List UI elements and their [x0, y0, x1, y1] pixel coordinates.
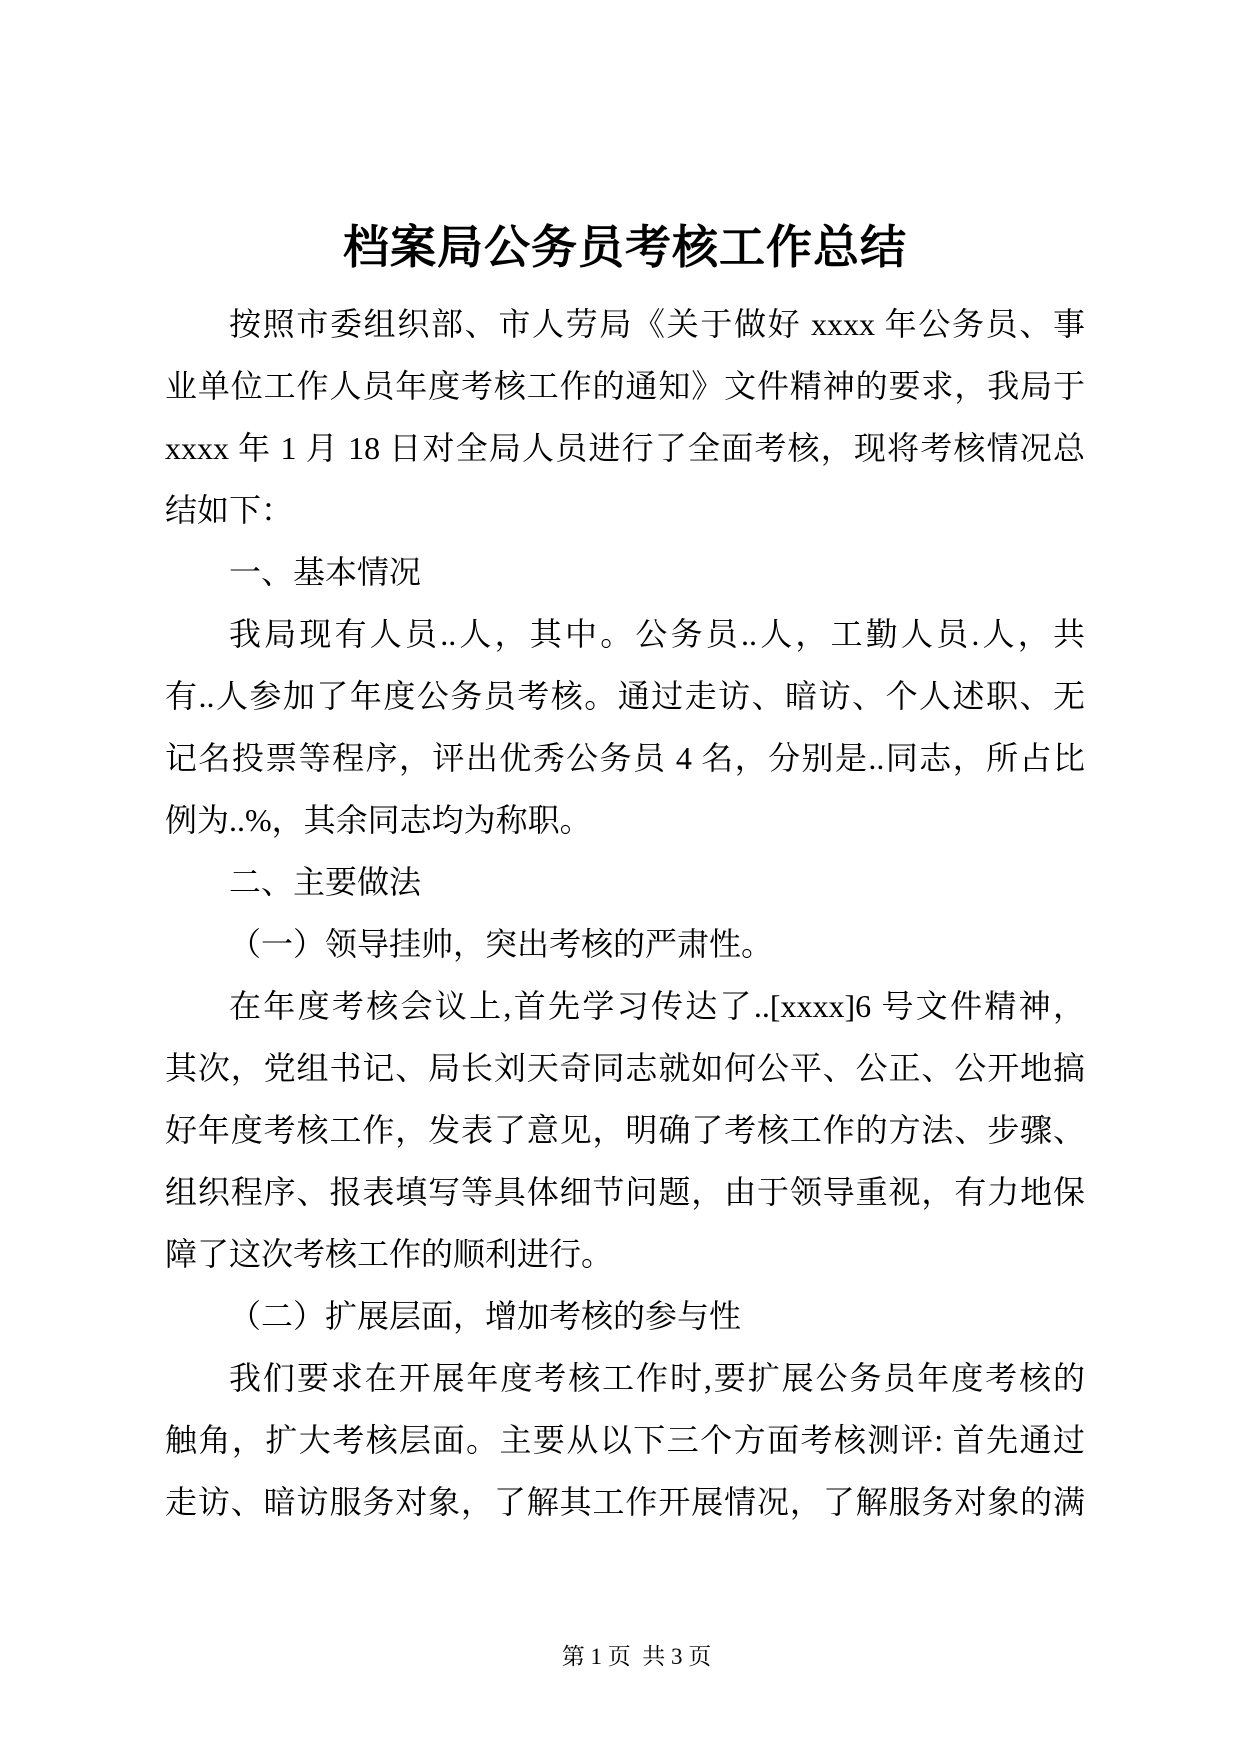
- text-line: 在年度考核会议上,首先学习传达了..[xxxx]6 号文件精神，: [229, 988, 1085, 1024]
- text-line: 业单位工作人员年度考核工作的通知》文件精神的要求，我局于: [165, 368, 1085, 404]
- page-number-label: 第 1 页 共 3 页: [561, 1644, 712, 1669]
- text-line: 我局现有人员..人，其中。公务员..人，工勤人员.人，共: [229, 616, 1085, 652]
- document-body: [165, 293, 1085, 1533]
- text-line: 触角，扩大考核层面。主要从以下三个方面考核测评: 首先通过: [165, 1422, 1085, 1458]
- text-line: 障了这次考核工作的顺利进行。: [165, 1236, 614, 1272]
- text-line: 我们要求在开展年度考核工作时,要扩展公务员年度考核的: [229, 1360, 1085, 1396]
- text-line: 有..人参加了年度公务员考核。通过走访、暗访、个人述职、无: [165, 678, 1085, 714]
- text-line: 结如下：: [165, 492, 294, 528]
- text-line: 二、主要做法: [229, 864, 422, 900]
- text-line: 走访、暗访服务对象，了解其工作开展情况，了解服务对象的满: [165, 1484, 1085, 1520]
- text-line: 一、基本情况: [229, 554, 422, 590]
- text-line: 好年度考核工作，发表了意见，明确了考核工作的方法、步骤、: [165, 1112, 1085, 1148]
- text-line: 组织程序、报表填写等具体细节问题，由于领导重视，有力地保: [165, 1174, 1085, 1210]
- text-line: 例为..%，其余同志均为称职。: [165, 802, 592, 838]
- text-line: 按照市委组织部、市人劳局《关于做好 xxxx 年公务员、事: [229, 306, 1085, 342]
- text-line: 记名投票等程序，评出优秀公务员 4 名，分别是..同志，所占比: [165, 740, 1085, 776]
- text-line: （一）领导挂帅，突出考核的严肃性。: [229, 926, 774, 962]
- text-line: 其次，党组书记、局长刘天奇同志就如何公平、公正、公开地搞: [165, 1050, 1085, 1086]
- text-line: xxxx 年 1 月 18 日对全局人员进行了全面考核，现将考核情况总: [165, 430, 1085, 466]
- document-title: 档案局公务员考核工作总结: [343, 222, 907, 273]
- page-footer: [165, 1612, 1085, 1702]
- text-line: （二）扩展层面，增加考核的参与性: [229, 1298, 742, 1334]
